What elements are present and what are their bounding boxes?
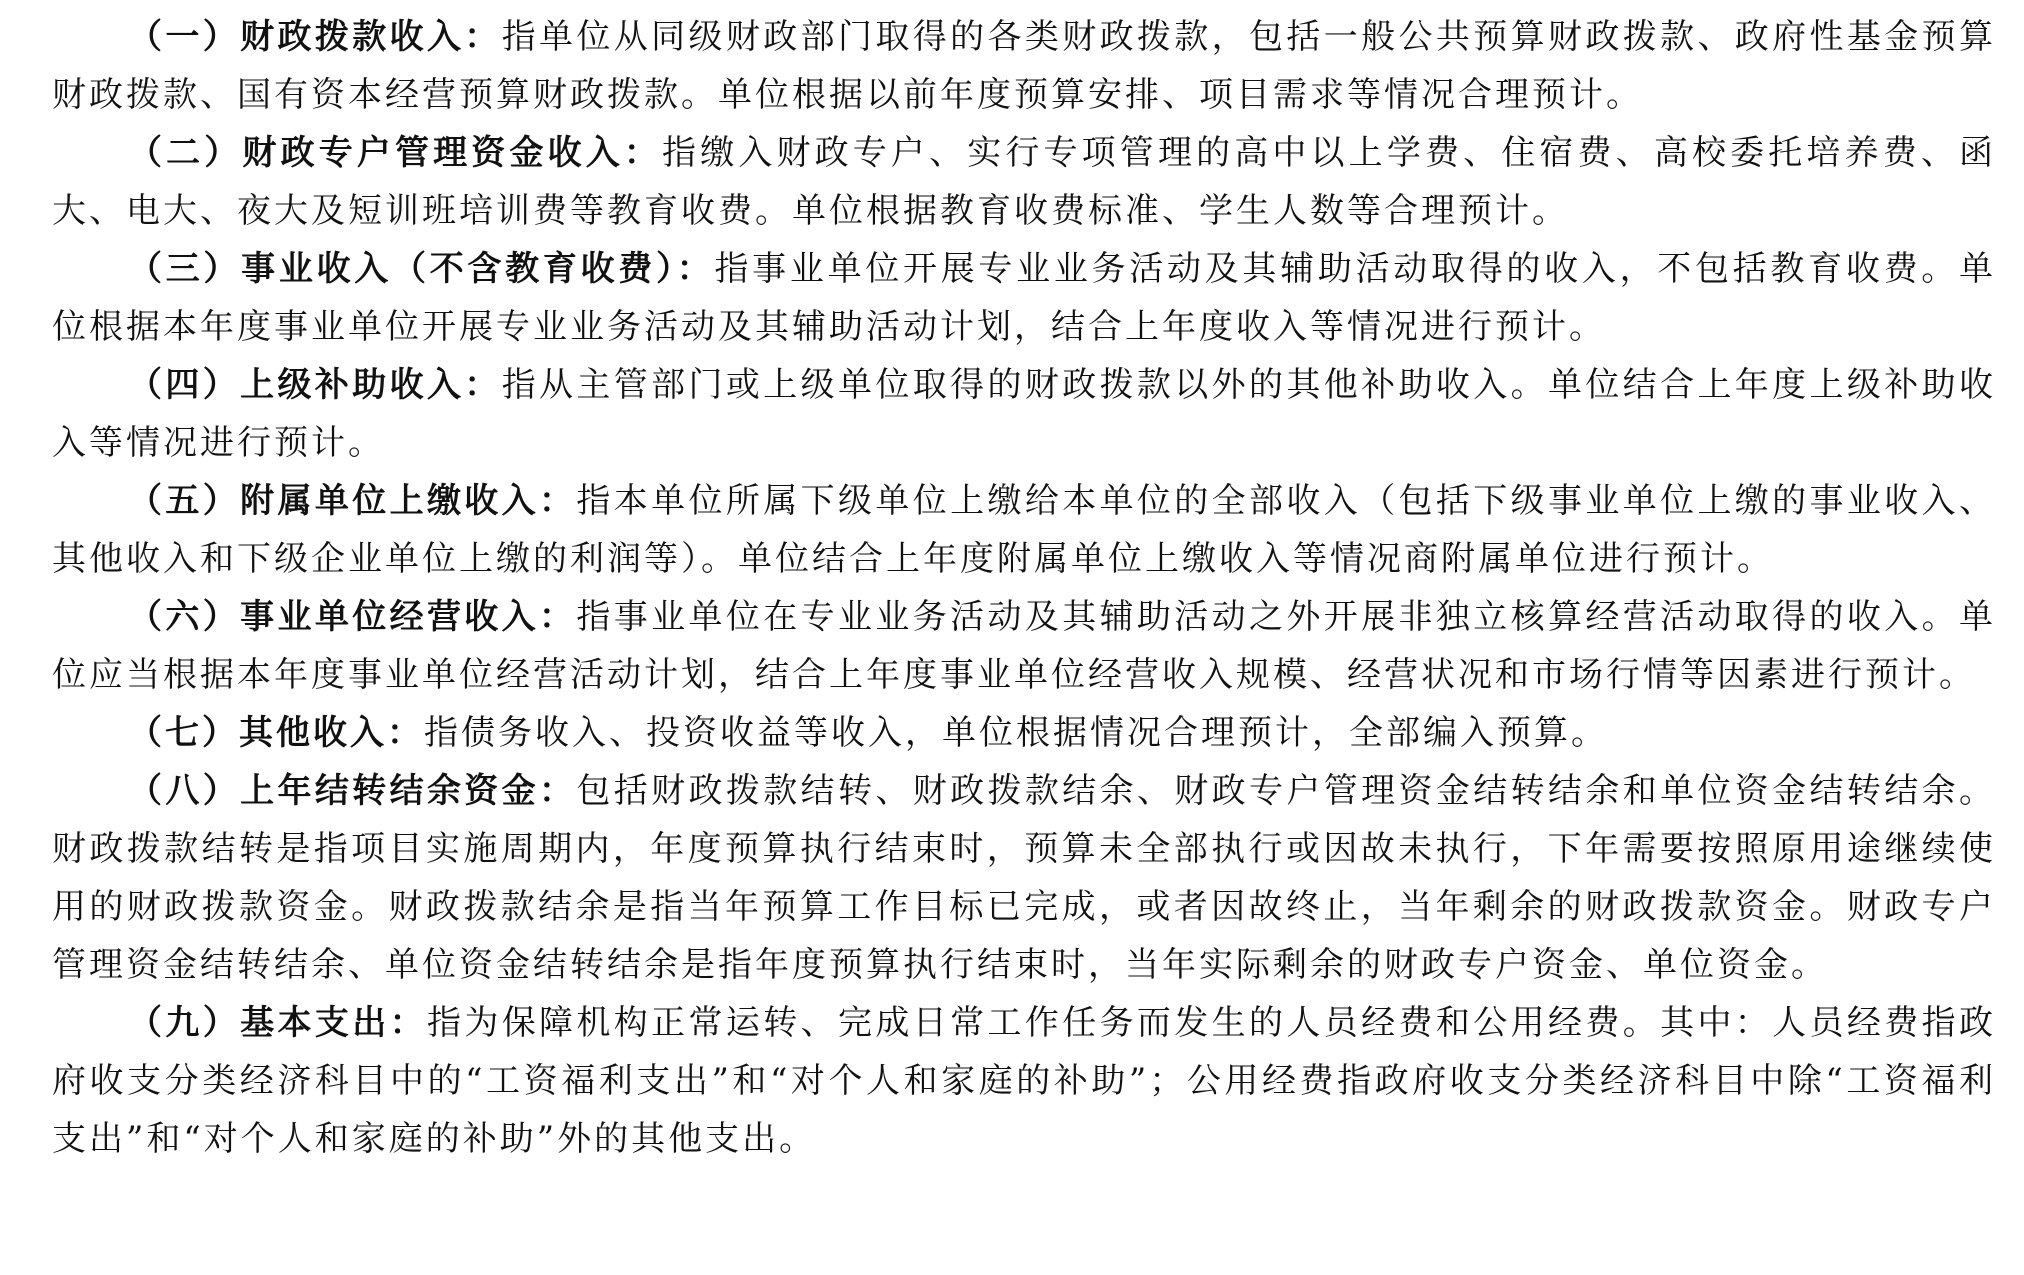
paragraph-text: 指缴入财政专户、实行专项管理的高中以上学费、住宿费、高校委托培养费、函大、电大、夜大及短训班培训费等教育收费。单位根据教育收费标准、学生人数等合理预计。 (52, 133, 1997, 231)
paragraph-5 (52, 472, 1996, 588)
document-body (52, 8, 1996, 1168)
paragraph-text: 指事业单位在专业业务活动及其辅助活动之外开展非独立核算经营活动取得的收入。单位应当根据本年度事业单位经营活动计划，结合上年度事业单位经营收入规模、经营状况和市场行情等因素进行预计。 (52, 597, 1997, 695)
paragraph-term: （五）附属单位上缴收入： (128, 481, 577, 521)
paragraph-2 (52, 124, 1996, 240)
paragraph-1 (52, 8, 1996, 124)
paragraph-3 (52, 240, 1996, 356)
paragraph-term: （四）上级补助收入： (128, 365, 502, 405)
paragraph-term: （九）基本支出： (128, 1003, 427, 1043)
paragraph-text: 指债务收入、投资收益等收入，单位根据情况合理预计，全部编入预算。 (424, 713, 1608, 753)
paragraph-7 (52, 704, 1996, 762)
paragraph-text: 指为保障机构正常运转、完成日常工作任务而发生的人员经费和公用经费。其中：人员经费指政府收支分类经济科目中的“工资福利支出”和“对个人和家庭的补助”；公用经费指政府收支分类经济科目中除“工资福利支出”和“对个人和家庭的补助”外的其他支出。 (52, 1003, 1997, 1159)
paragraph-term: （三）事业收入（不含教育收费）： (128, 249, 715, 289)
paragraph-text: 指单位从同级财政部门取得的各类财政拨款，包括一般公共预算财政拨款、政府性基金预算财政拨款、国有资本经营预算财政拨款。单位根据以前年度预算安排、项目需求等情况合理预计。 (52, 17, 1997, 115)
paragraph-8 (52, 762, 1996, 994)
paragraph-text: 指从主管部门或上级单位取得的财政拨款以外的其他补助收入。单位结合上年度上级补助收入等情况进行预计。 (52, 365, 1997, 463)
paragraph-term: （七）其他收入： (128, 713, 424, 753)
paragraph-text: 指本单位所属下级单位上缴给本单位的全部收入（包括下级事业单位上缴的事业收入、其他收入和下级企业单位上缴的利润等）。单位结合上年度附属单位上缴收入等情况商附属单位进行预计。 (52, 481, 1997, 579)
paragraph-term: （二）财政专户管理资金收入： (128, 133, 663, 173)
paragraph-term: （八）上年结转结余资金： (128, 771, 577, 811)
paragraph-9 (52, 994, 1996, 1168)
paragraph-6 (52, 588, 1996, 704)
paragraph-4 (52, 356, 1996, 472)
paragraph-term: （六）事业单位经营收入： (128, 597, 577, 637)
paragraph-term: （一）财政拨款收入： (128, 17, 502, 57)
paragraph-text: 指事业单位开展专业业务活动及其辅助活动取得的收入，不包括教育收费。单位根据本年度事业单位开展专业业务活动及其辅助活动计划，结合上年度收入等情况进行预计。 (52, 249, 1997, 347)
paragraph-text: 包括财政拨款结转、财政拨款结余、财政专户管理资金结转结余和单位资金结转结余。财政拨款结转是指项目实施周期内，年度预算执行结束时，预算未全部执行或因故未执行，下年需要按照原用途继续使用的财政拨款资金。财政拨款结余是指当年预算工作目标已完成，或者因故终止，当年剩余的财政拨款资金。财政专户管理资金结转结余、单位资金结转结余是指年度预算执行结束时，当年实际剩余的财政专户资金、单位资金。 (52, 771, 1997, 985)
